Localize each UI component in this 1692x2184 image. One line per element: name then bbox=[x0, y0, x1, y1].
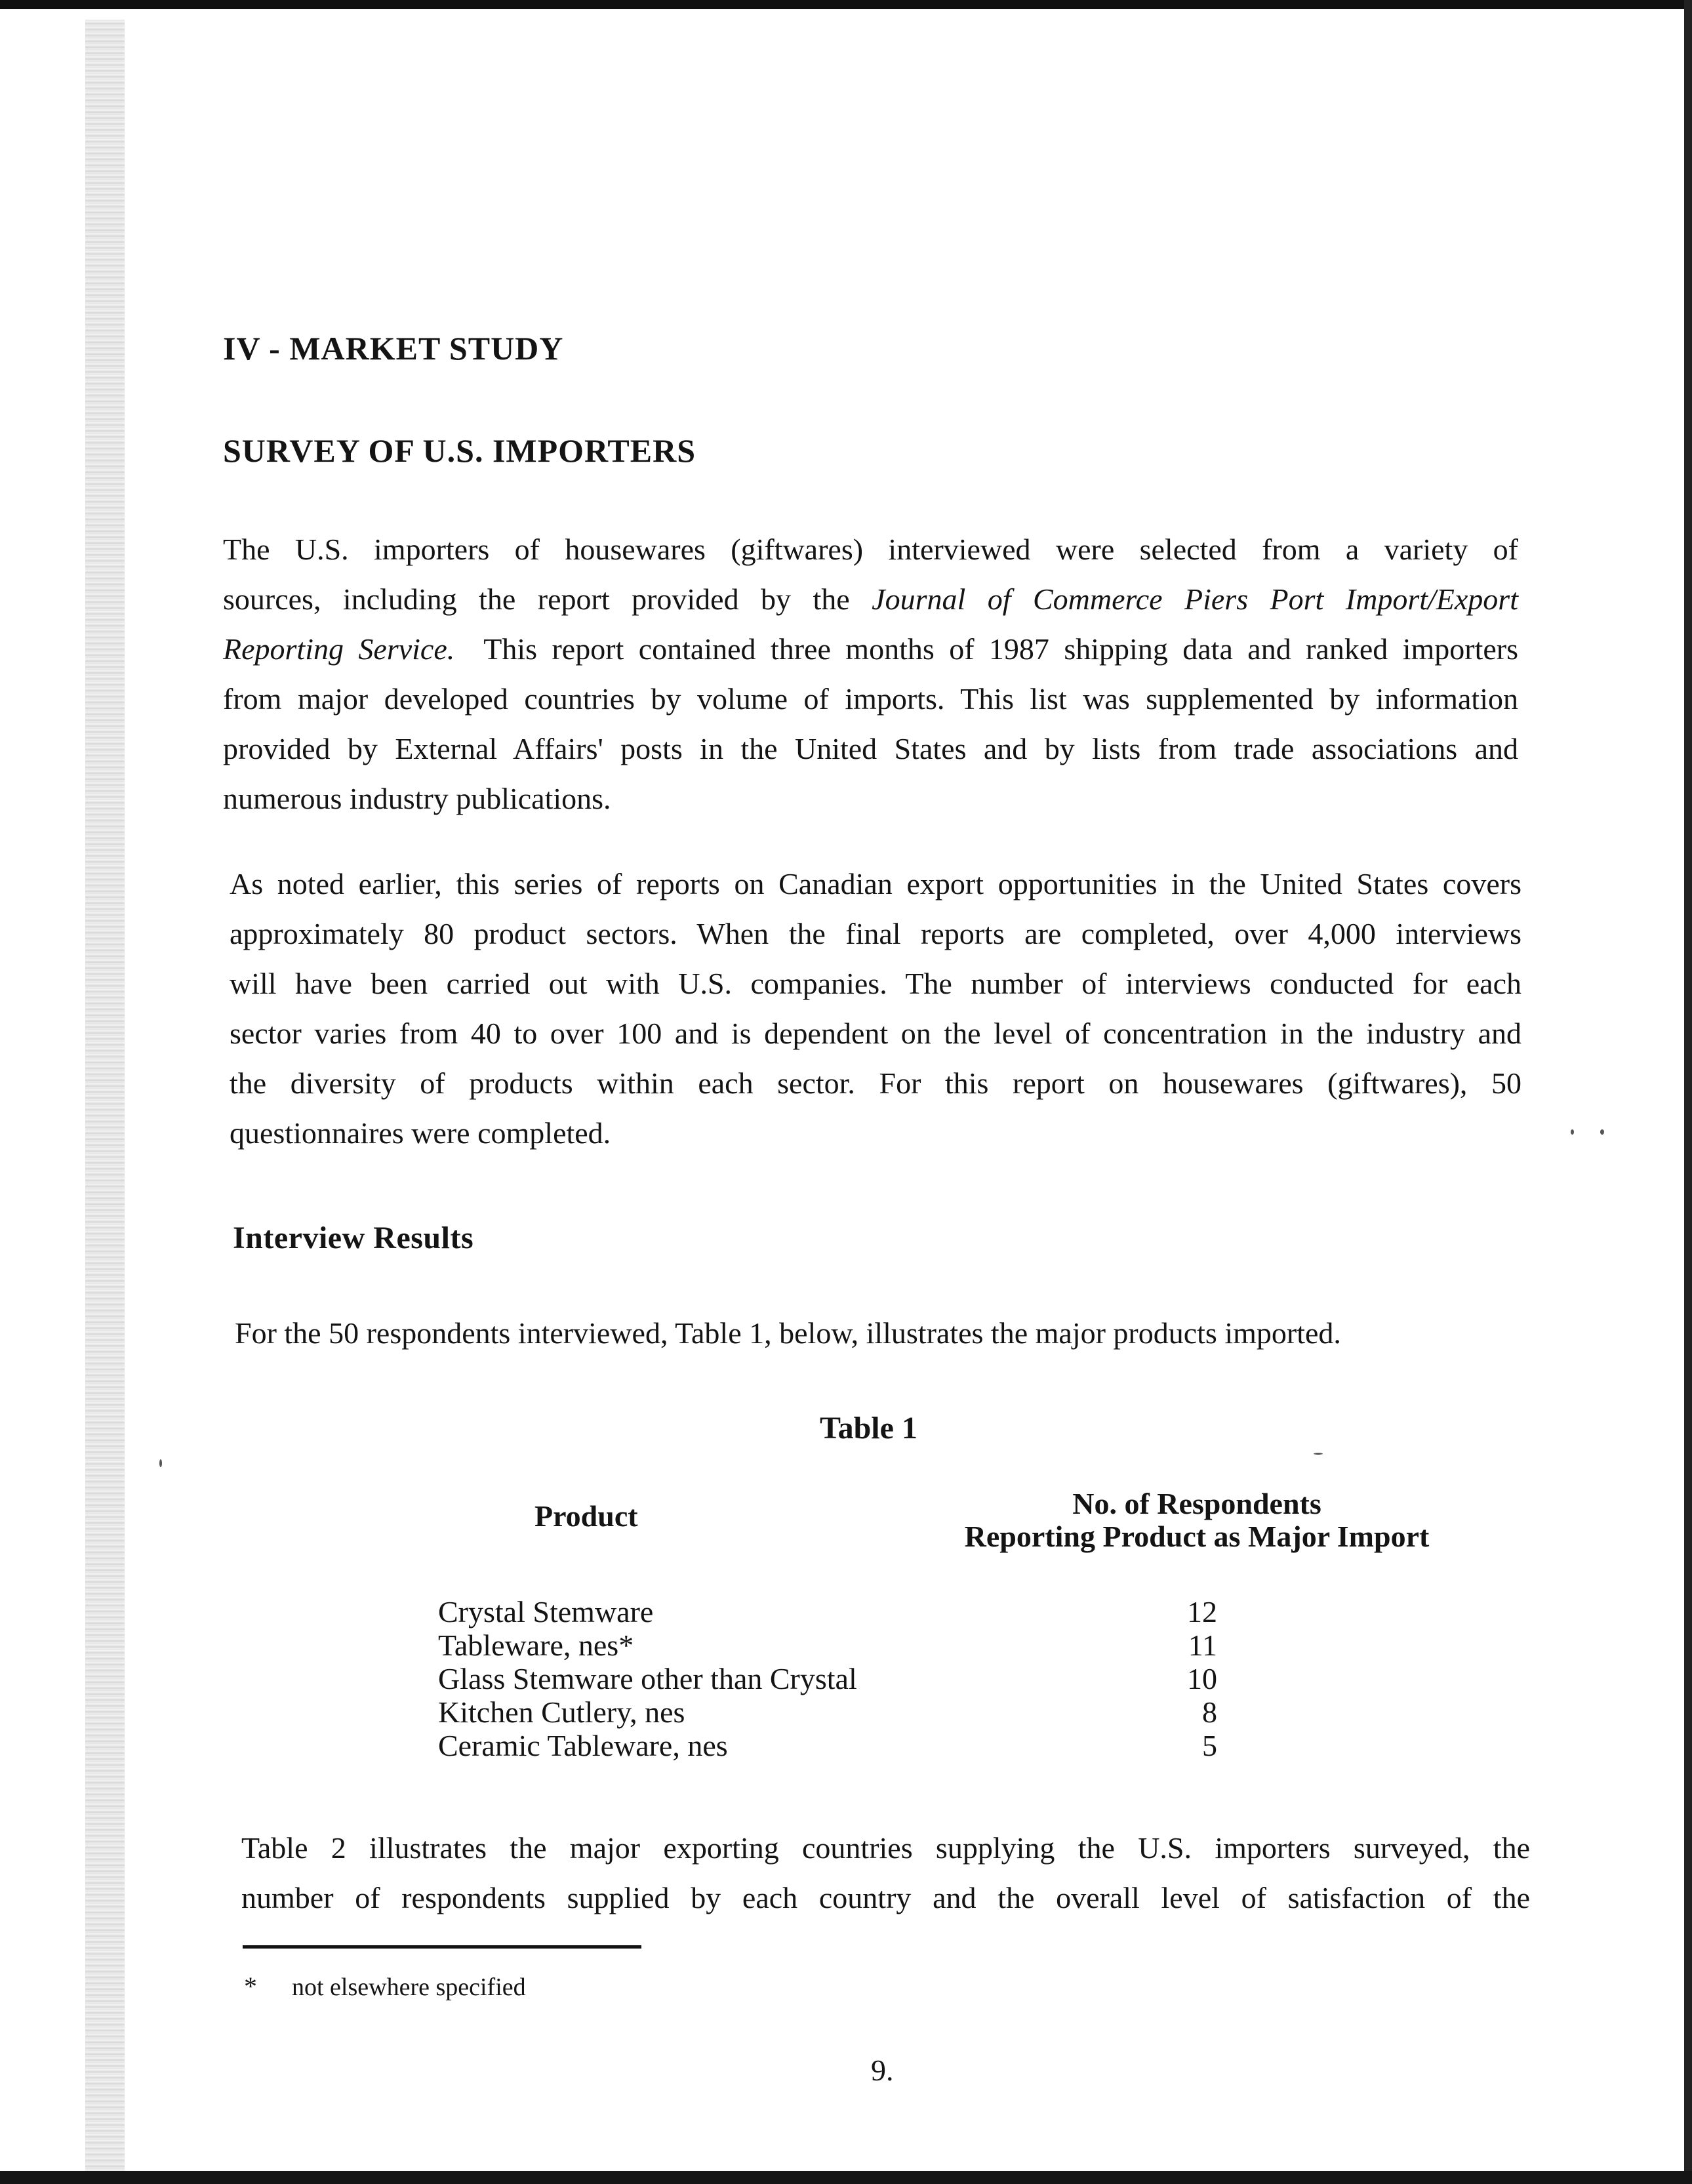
table-cell-product: Crystal Stemware bbox=[438, 1595, 654, 1628]
table-header-line: Reporting Product as Major Import bbox=[964, 1520, 1430, 1553]
table-header-respondents bbox=[912, 1487, 1482, 1553]
table-title: Table 1 bbox=[820, 1411, 917, 1446]
paragraph-line: Table 2 illustrates the major exporting countries supplying the U.S. importers surveyed, the bbox=[241, 1831, 1530, 1865]
paragraph-line: provided by External Affairs' posts in the United States and by lists from trade associations and bbox=[223, 732, 1518, 765]
footnote-mark: * bbox=[244, 1972, 257, 2001]
subsection-heading: SURVEY OF U.S. IMPORTERS bbox=[223, 432, 696, 469]
paragraph-line: the diversity of products within each sector. For this report on housewares (giftwares), 50 bbox=[230, 1066, 1521, 1100]
paragraph-line bbox=[223, 624, 1518, 674]
table-cell-count: 5 bbox=[1202, 1729, 1217, 1762]
scan-top-border bbox=[0, 0, 1692, 9]
table-cell-product: Tableware, nes* bbox=[438, 1628, 634, 1662]
table-row bbox=[438, 1729, 1225, 1762]
scan-speck bbox=[159, 1459, 162, 1467]
section-heading: IV - MARKET STUDY bbox=[223, 330, 564, 367]
paragraph-exporting-countries bbox=[241, 1823, 1530, 1923]
table-cell-count: 8 bbox=[1202, 1695, 1217, 1729]
journal-title-cont: Reporting Service. bbox=[223, 632, 455, 666]
table-body bbox=[438, 1595, 1225, 1762]
paragraph-line: sector varies from 40 to over 100 and is dependent on the level of concentration in the industry and bbox=[230, 1017, 1521, 1050]
table-cell-product: Glass Stemware other than Crystal bbox=[438, 1662, 857, 1695]
table-cell-count: 10 bbox=[1187, 1662, 1217, 1695]
scan-bottom-border bbox=[0, 2171, 1692, 2184]
table-row bbox=[438, 1628, 1225, 1662]
journal-title: Journal of Commerce Piers Port Import/Export bbox=[872, 582, 1518, 616]
interview-results-heading: Interview Results bbox=[233, 1221, 474, 1255]
table-header-line: No. of Respondents bbox=[1072, 1487, 1321, 1520]
table-header-product: Product bbox=[534, 1499, 638, 1533]
paragraph-line: approximately 80 product sectors. When the final reports are completed, over 4,000 interviews bbox=[230, 917, 1521, 950]
scan-speck bbox=[1314, 1453, 1323, 1455]
paragraph-line-text: This report contained three months of 1987 shipping data and ranked importers bbox=[483, 632, 1518, 666]
footnote-text: not elsewhere specified bbox=[292, 1973, 526, 2001]
scan-binding-strip bbox=[85, 20, 125, 2177]
paragraph-line: As noted earlier, this series of reports on Canadian export opportunities in the United States covers bbox=[230, 867, 1521, 900]
paragraph-importer-sources bbox=[223, 525, 1518, 824]
paragraph-report-series bbox=[230, 859, 1521, 1158]
scan-right-border bbox=[1684, 0, 1692, 2184]
page-number: 9. bbox=[871, 2053, 894, 2087]
scan-speck bbox=[1600, 1129, 1604, 1135]
table-cell-count: 12 bbox=[1187, 1595, 1217, 1628]
table-cell-product: Ceramic Tableware, nes bbox=[438, 1729, 728, 1762]
table-row bbox=[438, 1695, 1225, 1729]
table-cell-count: 11 bbox=[1188, 1628, 1217, 1662]
paragraph-line-text: sources, including the report provided by the bbox=[223, 582, 872, 616]
paragraph-line: number of respondents supplied by each country and the overall level of satisfaction of the bbox=[241, 1881, 1530, 1914]
paragraph-line bbox=[223, 575, 1518, 624]
paragraph-line: questionnaires were completed. bbox=[230, 1116, 611, 1150]
paragraph-line: will have been carried out with U.S. companies. The number of interviews conducted for each bbox=[230, 967, 1521, 1000]
paragraph-line: numerous industry publications. bbox=[223, 782, 611, 815]
interview-intro: For the 50 respondents interviewed, Table 1, below, illustrates the major products imported. bbox=[235, 1316, 1341, 1350]
paragraph-line: The U.S. importers of housewares (giftwares) interviewed were selected from a variety of bbox=[223, 533, 1518, 566]
table-row bbox=[438, 1595, 1225, 1628]
footnote-rule bbox=[243, 1945, 641, 1949]
scan-speck bbox=[1571, 1129, 1574, 1135]
table-cell-product: Kitchen Cutlery, nes bbox=[438, 1695, 685, 1729]
table-row bbox=[438, 1662, 1225, 1695]
paragraph-line: from major developed countries by volume of imports. This list was supplemented by information bbox=[223, 682, 1518, 716]
